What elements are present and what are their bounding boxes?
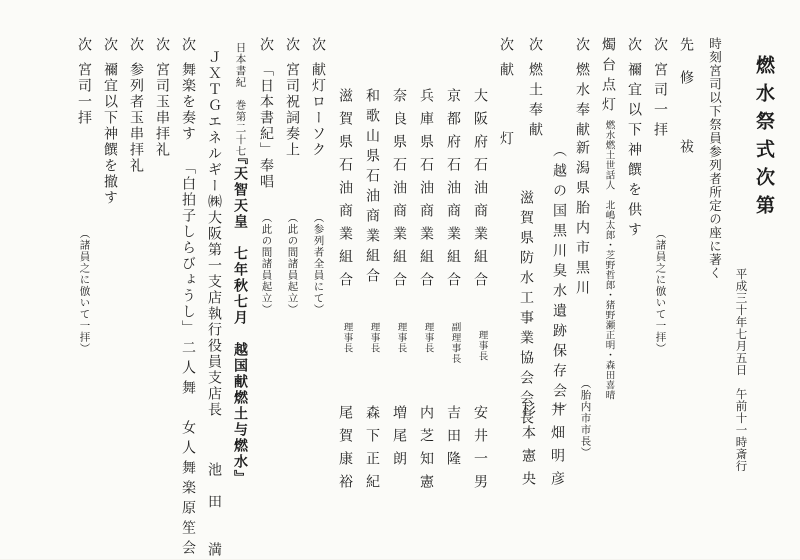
step-label: 次 bbox=[527, 37, 543, 53]
reciter-name: 池 田 満 bbox=[206, 462, 222, 558]
offerer-name: 井畑明彦 bbox=[549, 402, 565, 494]
step-remove-food: 禰宜以下神饌を撤す bbox=[102, 62, 118, 206]
step-note: （諸員之に倣いて一拝） bbox=[654, 228, 667, 355]
step-note: （諸員之に倣いて一拝） bbox=[78, 228, 91, 355]
step-attendee-tamagushi: 参列者玉串拝礼 bbox=[128, 62, 144, 174]
offering-name: 尾賀康裕 bbox=[337, 405, 353, 497]
offering-role: 理事長 bbox=[476, 330, 488, 362]
reciter-affiliation: ＪＸＴＧエネルギー㈱大阪第一支店執行役員支店長 bbox=[206, 50, 222, 418]
step-label: 次 bbox=[284, 37, 300, 53]
earth-offerer-name: 杉本憲央 bbox=[520, 402, 536, 494]
offering-role: 理事長 bbox=[422, 322, 434, 354]
step-chief-priest-tamagushi: 宮司玉串拝礼 bbox=[154, 62, 170, 158]
step-label: 次 bbox=[258, 37, 274, 53]
offerer-location: 新潟県胎内市黒川 bbox=[574, 140, 590, 300]
step-nihonshoki-recital: 「日本書紀」奉唱 bbox=[258, 62, 274, 190]
offering-org: 奈良県石油商業組合 bbox=[391, 88, 407, 295]
source-reference: 日本書紀 巻第二十七 bbox=[234, 42, 247, 157]
step-offer-food: 禰宜以下神饌を供す bbox=[626, 62, 642, 242]
step-purification: 修 祓 bbox=[678, 70, 694, 162]
offering-name: 内芝知憲 bbox=[418, 405, 434, 497]
earth-offering-org: 滋賀県防水工事業協会会長 bbox=[518, 190, 534, 430]
step-candle-lighting: 燭台点灯 bbox=[600, 37, 616, 117]
step-label: 次 bbox=[154, 37, 170, 53]
step-burning-water-offering: 燃水奉献 bbox=[574, 62, 590, 142]
step-norito: 宮司祝詞奏上 bbox=[284, 62, 300, 158]
lighting-attendants: 燃水燃土世話人 北嶋太郎・芝野哲郎・猪野瀬正明・森田喜晴 bbox=[603, 120, 615, 400]
step-label: 次 bbox=[652, 37, 668, 53]
offering-name: 森下正紀 bbox=[364, 405, 380, 497]
step-final-bow: 宮司一拝 bbox=[76, 62, 92, 126]
step-label: 次 bbox=[626, 37, 642, 53]
ceremony-date: 平成三十年七月五日 午前十一時斎行 bbox=[734, 268, 749, 472]
step-note: （参列者全員にて） bbox=[312, 212, 325, 316]
step-label: 次 bbox=[574, 37, 590, 53]
step-bugaku: 舞楽を奏す bbox=[180, 62, 196, 142]
offering-org: 和歌山県石油商業組合 bbox=[364, 88, 380, 288]
offering-name: 増尾朗 bbox=[391, 405, 407, 474]
offering-role: 理事長 bbox=[368, 322, 380, 354]
step-label: 次 bbox=[76, 37, 92, 53]
step-label: 次 bbox=[180, 37, 196, 53]
step-label: 次 bbox=[128, 37, 144, 53]
step-label: 次 bbox=[310, 37, 326, 53]
step-light-offering: 献 灯 bbox=[498, 62, 514, 154]
offering-org: 滋賀県石油商業組合 bbox=[337, 88, 353, 295]
step-label: 次 bbox=[498, 37, 514, 53]
offering-name: 安井一男 bbox=[472, 405, 488, 497]
offering-org: 兵庫県石油商業組合 bbox=[418, 88, 434, 295]
program-title: 燃水祭式次第 bbox=[753, 55, 775, 223]
offering-role: 副理事長 bbox=[449, 322, 461, 364]
offerer-title: （胎内市市長） bbox=[579, 378, 592, 459]
step-burning-earth-offering: 燃土奉献 bbox=[527, 62, 543, 142]
dance-performers: 二人舞 女人舞楽原笙会 bbox=[180, 340, 196, 560]
step-label: 次 bbox=[102, 37, 118, 53]
preservation-society: （越の国黒川臭水遺跡保存会） bbox=[551, 143, 567, 423]
offering-role: 理事長 bbox=[395, 322, 407, 354]
offering-role: 理事長 bbox=[341, 322, 353, 354]
dance-title: 「白拍子しらびょうし」 bbox=[180, 160, 196, 336]
nihonshoki-quote: 『天智天皇 七年秋七月 越国献燃土与燃水』 bbox=[232, 150, 248, 486]
offering-org: 京都府石油商業組合 bbox=[445, 88, 461, 295]
step-candle-offering: 献灯ローソク bbox=[310, 62, 326, 158]
step-chief-priest-bow: 宮司一拝 bbox=[652, 62, 668, 142]
step-note: （此の間諸員起立） bbox=[286, 212, 299, 316]
step-note: （此の間諸員起立） bbox=[260, 212, 273, 316]
offering-org: 大阪府石油商業組合 bbox=[472, 88, 488, 295]
offering-name: 吉田隆 bbox=[445, 405, 461, 474]
seating-note: 時刻宮司以下祭員参列者所定の座に著く bbox=[707, 37, 723, 280]
step-label: 先 bbox=[678, 37, 694, 53]
